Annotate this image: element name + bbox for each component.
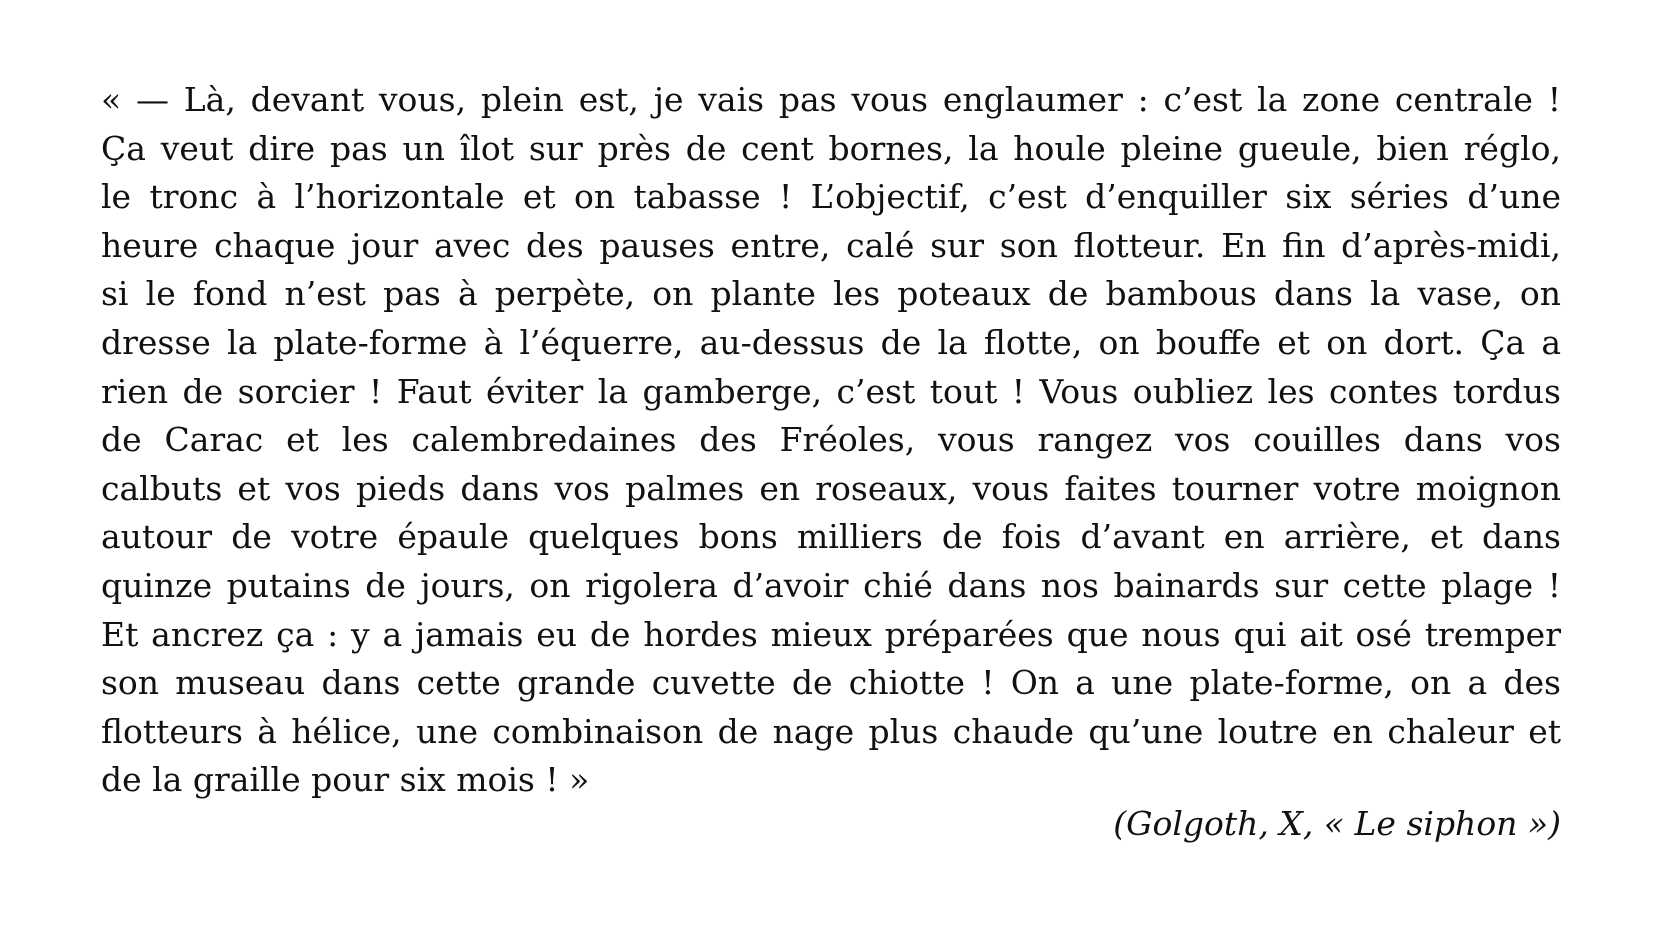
citation: (Golgoth, X, « Le siphon ») (1113, 804, 1561, 843)
quote-paragraph (101, 76, 1561, 805)
quote-line: dresse la plate-forme à l’équerre, au-dessus de la flotte, on bouffe et on dort. Ça a (101, 322, 1561, 362)
quote-line: le tronc à l’horizontale et on tabasse ! L’objectif, c’est d’enquiller six séries d’une (101, 177, 1561, 217)
quote-line: autour de votre épaule quelques bons milliers de fois d’avant en arrière, et dans (101, 517, 1561, 557)
quote-line: Et ancrez ça : y a jamais eu de hordes mieux préparées que nous qui ait osé tremper (101, 614, 1561, 654)
quote-line: calbuts et vos pieds dans vos palmes en roseaux, vous faites tourner votre moignon (101, 468, 1561, 508)
quote-line: Ça veut dire pas un îlot sur près de cent bornes, la houle pleine gueule, bien réglo, (101, 128, 1561, 168)
quote-line: si le fond n’est pas à perpète, on plante les poteaux de bambous dans la vase, on (101, 274, 1561, 314)
quote-line: « — Là, devant vous, plein est, je vais pas vous englaumer : c’est la zone centrale ! (101, 80, 1561, 119)
quote-line: quinze putains de jours, on rigolera d’avoir chié dans nos bainards sur cette plage ! (101, 565, 1561, 605)
quote-line: heure chaque jour avec des pauses entre, calé sur son flotteur. En fin d’après-midi, (101, 225, 1561, 265)
quote-line: son museau dans cette grande cuvette de chiotte ! On a une plate-forme, on a des (101, 663, 1561, 703)
quote-line-last: de la graille pour six mois ! » (101, 760, 590, 800)
quote-line: rien de sorcier ! Faut éviter la gamberge, c’est tout ! Vous oubliez les contes tordus (101, 371, 1561, 411)
quote-line: de Carac et les calembredaines des Fréoles, vous rangez vos couilles dans vos (101, 420, 1561, 460)
quote-line: flotteurs à hélice, une combinaison de nage plus chaude qu’une loutre en chaleur et (101, 711, 1561, 751)
